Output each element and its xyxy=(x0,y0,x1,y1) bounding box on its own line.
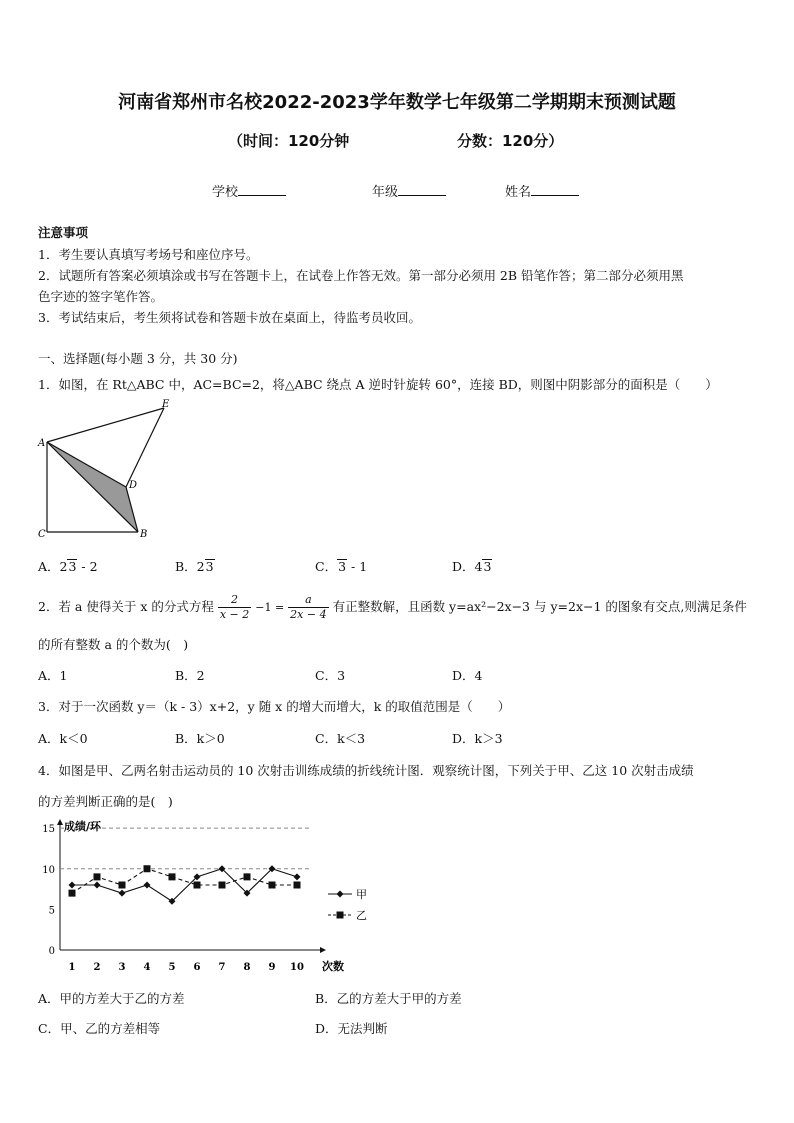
q2-option-d[interactable]: D．4 xyxy=(452,668,483,683)
data-point-2 xyxy=(269,882,276,889)
label-d: D xyxy=(129,480,138,491)
x-tick-label: 2 xyxy=(93,962,101,973)
q4-option-a[interactable]: A．甲的方差大于乙的方差 xyxy=(38,991,185,1006)
x-tick-label: 6 xyxy=(193,962,201,973)
name-field: 姓名 xyxy=(505,181,579,200)
page-title: 河南省郑州市名校2022-2023学年数学七年级第二学期期末预测试题 xyxy=(118,92,676,113)
x-tick-label: 3 xyxy=(118,962,126,973)
y-tick-label: 10 xyxy=(42,864,55,876)
x-axis-label: 次数 xyxy=(322,960,344,973)
q2-option-b[interactable]: B．2 xyxy=(175,668,205,683)
q1-figure xyxy=(30,396,180,546)
q1-option-b[interactable]: B．23 xyxy=(175,559,214,574)
note-item: 1．考生要认真填写考场号和座位序号。 xyxy=(38,247,259,262)
data-point-1 xyxy=(144,882,151,889)
fraction: $\frac{2}{x - 2}$ xyxy=(219,593,250,621)
x-tick-label: 10 xyxy=(290,962,304,973)
q4-option-d[interactable]: D．无法判断 xyxy=(315,1021,388,1036)
data-point-2 xyxy=(94,873,101,880)
label-b: B xyxy=(140,529,148,540)
q2-option-a[interactable]: A．1 xyxy=(38,668,68,683)
name-blank[interactable] xyxy=(531,183,579,196)
q1-stem: 1．如图，在 Rt△ABC 中，AC=BC=2，将△ABC 绕点 A 逆时针旋转 60°，连接 BD，则图中阴影部分的面积是（ ） xyxy=(38,377,718,392)
q3-stem: 3．对于一次函数 y＝（k - 3）x+2，y 随 x 的增大而增大，k 的取值范围是（ ） xyxy=(38,699,511,714)
data-point-1 xyxy=(94,882,101,889)
legend-label-2: 乙 xyxy=(356,909,367,922)
data-point-2 xyxy=(219,882,226,889)
x-axis-arrow xyxy=(320,947,326,953)
q1-option-c[interactable]: C．3 - 1 xyxy=(315,559,368,574)
grade-blank[interactable] xyxy=(398,183,446,196)
x-tick-label: 5 xyxy=(168,962,176,973)
q4-option-c[interactable]: C．甲、乙的方差相等 xyxy=(38,1021,161,1036)
grade-field: 年级 xyxy=(372,181,446,200)
q2-option-c[interactable]: C．3 xyxy=(315,668,346,683)
y-axis-label: 成绩/环 xyxy=(64,820,102,833)
data-point-2 xyxy=(244,873,251,880)
data-point-2 xyxy=(69,890,76,897)
q3-option-a[interactable]: A．k＜0 xyxy=(38,731,88,746)
legend-marker-2 xyxy=(337,912,344,919)
q4-line-chart xyxy=(30,816,370,978)
y-tick-label: 5 xyxy=(48,905,55,917)
school-field: 学校 xyxy=(212,181,286,200)
x-tick-label: 4 xyxy=(143,962,151,973)
q1-option-d[interactable]: D．43 xyxy=(452,559,492,574)
score-label: 分数：120分） xyxy=(457,132,564,150)
label-c: C xyxy=(38,529,46,540)
x-tick-label: 1 xyxy=(68,962,76,973)
data-point-2 xyxy=(194,882,201,889)
fraction: $\frac{a}{2x - 4}$ xyxy=(290,593,327,621)
q3-option-d[interactable]: D．k＞3 xyxy=(452,731,503,746)
q3-option-c[interactable]: C．k＜3 xyxy=(315,731,366,746)
data-point-2 xyxy=(294,882,301,889)
y-tick-label: 15 xyxy=(42,824,55,836)
data-point-1 xyxy=(119,890,126,897)
data-point-2 xyxy=(169,873,176,880)
label-a: A xyxy=(38,438,46,449)
x-tick-label: 7 xyxy=(218,962,226,973)
note-item: 3．考试结束后，考生须将试卷和答题卡放在桌面上，待监考员收回。 xyxy=(38,310,421,325)
q2-stem-cont: 的所有整数 a 的个数为( ) xyxy=(38,637,189,652)
q3-option-b[interactable]: B．k＞0 xyxy=(175,731,225,746)
legend-label-1: 甲 xyxy=(356,888,367,901)
note-item: 色字迹的签字笔作答。 xyxy=(38,289,164,304)
y-tick-label: 0 xyxy=(48,946,55,957)
legend-marker-1 xyxy=(337,891,344,898)
x-tick-label: 8 xyxy=(243,962,251,973)
label-e: E xyxy=(162,399,170,410)
q4-option-b[interactable]: B．乙的方差大于甲的方差 xyxy=(315,991,462,1006)
data-point-1 xyxy=(294,873,301,880)
data-point-2 xyxy=(119,882,126,889)
series-line-1 xyxy=(72,869,297,902)
notes-heading: 注意事项 xyxy=(38,225,89,240)
note-item: 2．试题所有答案必须填涂或书写在答题卡上，在试卷上作答无效。第一部分必须用 2B 铅笔作答；第二部分必须用黑 xyxy=(38,268,684,283)
data-point-2 xyxy=(144,865,151,872)
x-tick-label: 9 xyxy=(268,962,276,973)
q2-stem: 2．若 a 使得关于 x 的分式方程 $\frac{2}{x - 2}$ −1 = $\frac{a}{2x - 4}$ 有正整数解，且函数 y=ax²−2x−3 与 y=2x−1 的图象有交点,则满足条件 xyxy=(38,593,747,621)
q4-stem: 4．如图是甲、乙两名射击运动员的 10 次射击训练成绩的折线统计图．观察统计图，下列关于甲、乙这 10 次射击成绩 xyxy=(38,763,694,778)
time-label: （时间：120分钟 xyxy=(228,132,350,150)
data-point-1 xyxy=(69,882,76,889)
section-heading: 一、选择题(每小题 3 分，共 30 分) xyxy=(38,351,238,366)
school-blank[interactable] xyxy=(238,183,286,196)
q4-stem-cont: 的方差判断正确的是( ) xyxy=(38,794,173,809)
q1-option-a[interactable]: A．23 - 2 xyxy=(38,559,98,574)
y-axis-arrow xyxy=(57,819,63,825)
